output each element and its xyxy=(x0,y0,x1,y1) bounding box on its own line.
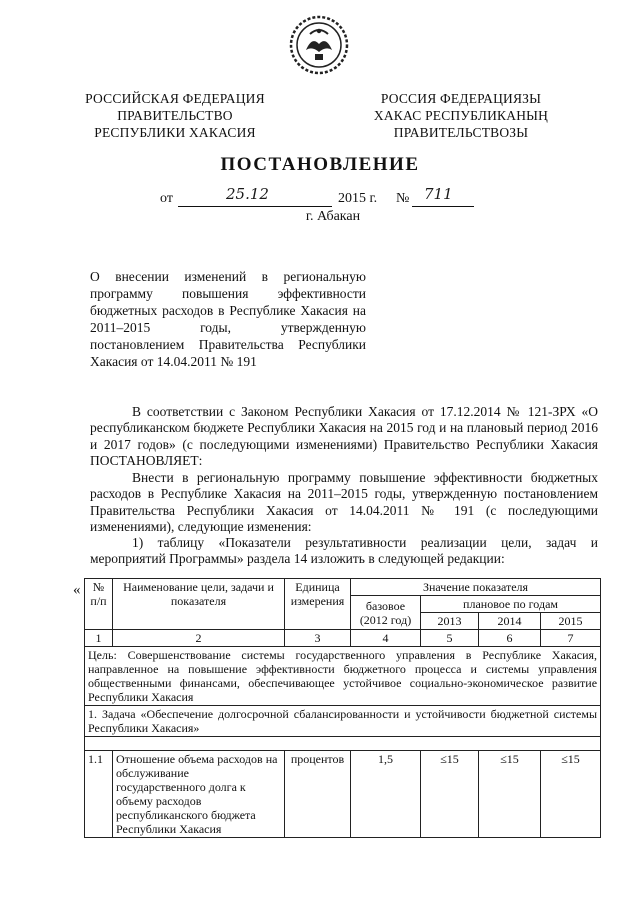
opening-quote: « xyxy=(73,582,81,598)
table-row xyxy=(85,751,601,838)
col-number: 2 xyxy=(113,630,285,647)
goal-row: Цель: Совершенствование системы государственного управления в Республике Хакасия, направленное на повышение эффективности бюджетного процесса и системы управления общественными финансами, обеспечивающее устойчивое социально-экономическое развитие Республики Хакасия xyxy=(85,647,601,706)
date-handwritten: 25.12 xyxy=(226,185,269,203)
header-year: 2014 xyxy=(479,613,541,630)
paragraph-text: Внести в региональную программу повышение эффективности бюджетных расходов в Республике Хакасия на 2011–2015 годы, утвержденную постановлением Правительства Республики Хакасия от 14.04.2011 № 191 (с последующими изменениями), следующие изменения: xyxy=(90,470,598,534)
col-number: 5 xyxy=(421,630,479,647)
row-2013: ≤15 xyxy=(421,751,479,838)
paragraph-item-1 xyxy=(90,535,598,568)
col-number: 7 xyxy=(541,630,601,647)
document-subject: О внесении изменений в региональную программу повышения эффективности бюджетных расходов в Республике Хакасия на 2011–2015 годы, утвержденную постановлением Правительства Республики Хакасия от 14.04.2011 № 191 xyxy=(90,269,366,369)
header-right-line: ПРАВИТЕЛЬСТВОЗЫ xyxy=(393,125,529,140)
number-handwritten: 711 xyxy=(424,185,453,203)
task-row: 1. Задача «Обеспечение долгосрочной сбалансированности и устойчивости бюджетной системы Республики Хакасия» xyxy=(85,706,601,737)
date-line xyxy=(160,185,500,209)
year-text: 2015 г. xyxy=(338,191,378,206)
city: г. Абакан xyxy=(305,209,361,224)
header-right xyxy=(346,90,576,141)
col-number: 1 xyxy=(85,630,113,647)
row-2015: ≤15 xyxy=(541,751,601,838)
header-year: 2015 xyxy=(541,613,601,630)
date-underline xyxy=(178,206,332,207)
row-base: 1,5 xyxy=(351,751,421,838)
date-prefix: от xyxy=(160,191,173,206)
indicators-table xyxy=(84,578,601,838)
col-number: 4 xyxy=(351,630,421,647)
paragraph-text: 1) таблицу «Показатели результативности реализации цели, задач и мероприятий Программы» раздела 14 изложить в следующей редакции: xyxy=(90,535,598,567)
header-left xyxy=(60,90,290,141)
number-sign: № xyxy=(396,191,410,206)
header-name: Наименование цели, задачи и показателя xyxy=(113,579,285,630)
header-base: базовое (2012 год) xyxy=(351,596,421,630)
paragraph-resolution xyxy=(90,470,598,535)
paragraph-text: В соответствии с Законом Республики Хакасия от 17.12.2014 № 121-ЗРХ «О республиканском бюджете Республики Хакасия на 2015 год и на плановый период 2016 и 2017 годов» (с последующими изменениями) Правительство Республики Хакасия ПОСТАНОВЛЯЕТ: xyxy=(90,404,598,468)
number-underline xyxy=(412,206,474,207)
header-left-line: РЕСПУБЛИКИ ХАКАСИЯ xyxy=(94,125,256,140)
row-unit: процентов xyxy=(285,751,351,838)
paragraph-preamble xyxy=(90,404,598,469)
col-number: 6 xyxy=(479,630,541,647)
header-left-line: РОССИЙСКАЯ ФЕДЕРАЦИЯ xyxy=(85,91,265,106)
header-value-group: Значение показателя xyxy=(351,579,601,596)
col-number: 3 xyxy=(285,630,351,647)
row-num: 1.1 xyxy=(85,751,113,838)
document-title: ПОСТАНОВЛЕНИЕ xyxy=(220,154,420,175)
header-planned-group: плановое по годам xyxy=(421,596,601,613)
row-name: Отношение объема расходов на обслуживание государственного долга к объему расходов республиканского бюджета Республики Хакасия xyxy=(113,751,285,838)
spacer-row xyxy=(85,737,601,751)
header-right-line: РОССИЯ ФЕДЕРАЦИЯЗЫ xyxy=(380,91,542,106)
header-num: № п/п xyxy=(85,579,113,630)
header-right-line: ХАКАС РЕСПУБЛИКАНЫҢ xyxy=(373,108,549,123)
header-unit: Единица измерения xyxy=(285,579,351,630)
header-year: 2013 xyxy=(421,613,479,630)
header-left-line: ПРАВИТЕЛЬСТВО xyxy=(117,108,233,123)
row-2014: ≤15 xyxy=(479,751,541,838)
coat-of-arms-icon xyxy=(288,14,350,76)
